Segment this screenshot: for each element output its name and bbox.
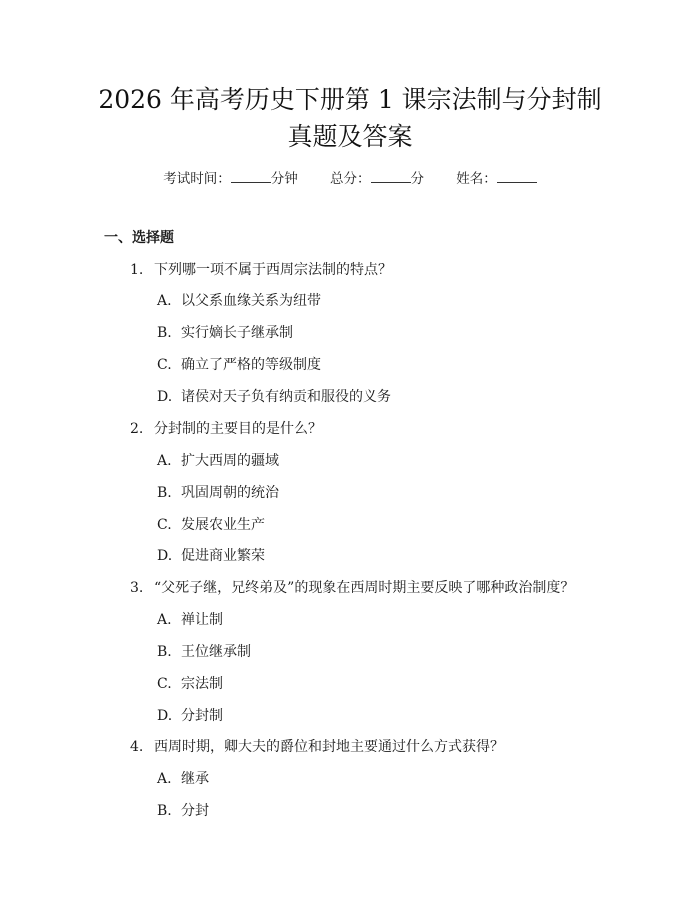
option-letter: D. <box>157 708 173 724</box>
option-letter: A. <box>157 293 172 309</box>
option-text: 禅让制 <box>181 612 223 628</box>
exam-time-blank <box>231 168 271 183</box>
option-item <box>157 801 209 821</box>
total-score-label: 总分： <box>330 171 371 187</box>
option-letter: C. <box>157 517 172 533</box>
option-item <box>157 355 321 375</box>
option-letter: B. <box>157 803 172 819</box>
option-item <box>157 483 279 503</box>
option-item <box>157 610 223 630</box>
page-title-line-2: 真题及答案 <box>287 122 413 151</box>
question-number: 2. <box>130 421 144 437</box>
option-text: 宗法制 <box>181 676 223 692</box>
section-heading: 一、选择题 <box>104 230 174 246</box>
question-number: 4. <box>130 739 144 755</box>
question-text: 分封制的主要目的是什么？ <box>154 421 322 437</box>
total-score-blank <box>371 168 411 183</box>
name-field <box>456 171 537 187</box>
option-text: 以父系血缘关系为纽带 <box>181 293 321 309</box>
option-letter: D. <box>157 548 173 564</box>
option-letter: B. <box>157 644 172 660</box>
question-item <box>130 260 392 280</box>
option-letter: A. <box>157 771 172 787</box>
question-text: 西周时期，卿大夫的爵位和封地主要通过什么方式获得？ <box>154 739 504 755</box>
option-text: 发展农业生产 <box>181 517 265 533</box>
option-text: 促进商业繁荣 <box>181 548 265 564</box>
option-text: 王位继承制 <box>181 644 251 660</box>
question-item <box>130 419 322 439</box>
option-letter: A. <box>157 453 172 469</box>
total-score-unit: 分 <box>410 171 424 187</box>
question-number: 1. <box>130 262 144 278</box>
option-text: 诸侯对天子负有纳贡和服役的义务 <box>181 389 391 405</box>
option-text: 分封制 <box>181 708 223 724</box>
page-title-line-1: 2026 年高考历史下册第 1 课宗法制与分封制 <box>98 85 602 114</box>
question-text: “父死子继，兄终弟及”的现象在西周时期主要反映了哪种政治制度？ <box>154 580 575 596</box>
question-number: 3. <box>130 580 144 596</box>
option-item <box>157 323 293 343</box>
option-letter: D. <box>157 389 173 405</box>
option-text: 分封 <box>181 803 209 819</box>
option-text: 确立了严格的等级制度 <box>181 357 321 373</box>
option-letter: A. <box>157 612 172 628</box>
option-letter: C. <box>157 357 172 373</box>
option-item <box>157 706 223 726</box>
name-blank <box>497 168 537 183</box>
total-score-field <box>330 171 428 187</box>
exam-time-unit: 分钟 <box>270 171 298 187</box>
exam-meta <box>0 168 700 189</box>
option-text: 继承 <box>181 771 209 787</box>
exam-time-field <box>163 171 302 187</box>
option-item <box>157 387 391 407</box>
option-item <box>157 769 209 789</box>
option-text: 实行嫡长子继承制 <box>181 325 293 341</box>
name-label: 姓名： <box>456 171 497 187</box>
option-item <box>157 642 251 662</box>
question-text: 下列哪一项不属于西周宗法制的特点？ <box>154 262 392 278</box>
option-item <box>157 451 279 471</box>
option-item <box>157 515 265 535</box>
option-text: 巩固周朝的统治 <box>181 485 279 501</box>
question-item <box>130 578 574 598</box>
option-item <box>157 291 321 311</box>
option-text: 扩大西周的疆域 <box>181 453 279 469</box>
option-letter: B. <box>157 485 172 501</box>
option-item <box>157 674 223 694</box>
exam-time-label: 考试时间： <box>163 171 231 187</box>
option-letter: C. <box>157 676 172 692</box>
question-item <box>130 737 504 757</box>
option-letter: B. <box>157 325 172 341</box>
option-item <box>157 546 265 566</box>
